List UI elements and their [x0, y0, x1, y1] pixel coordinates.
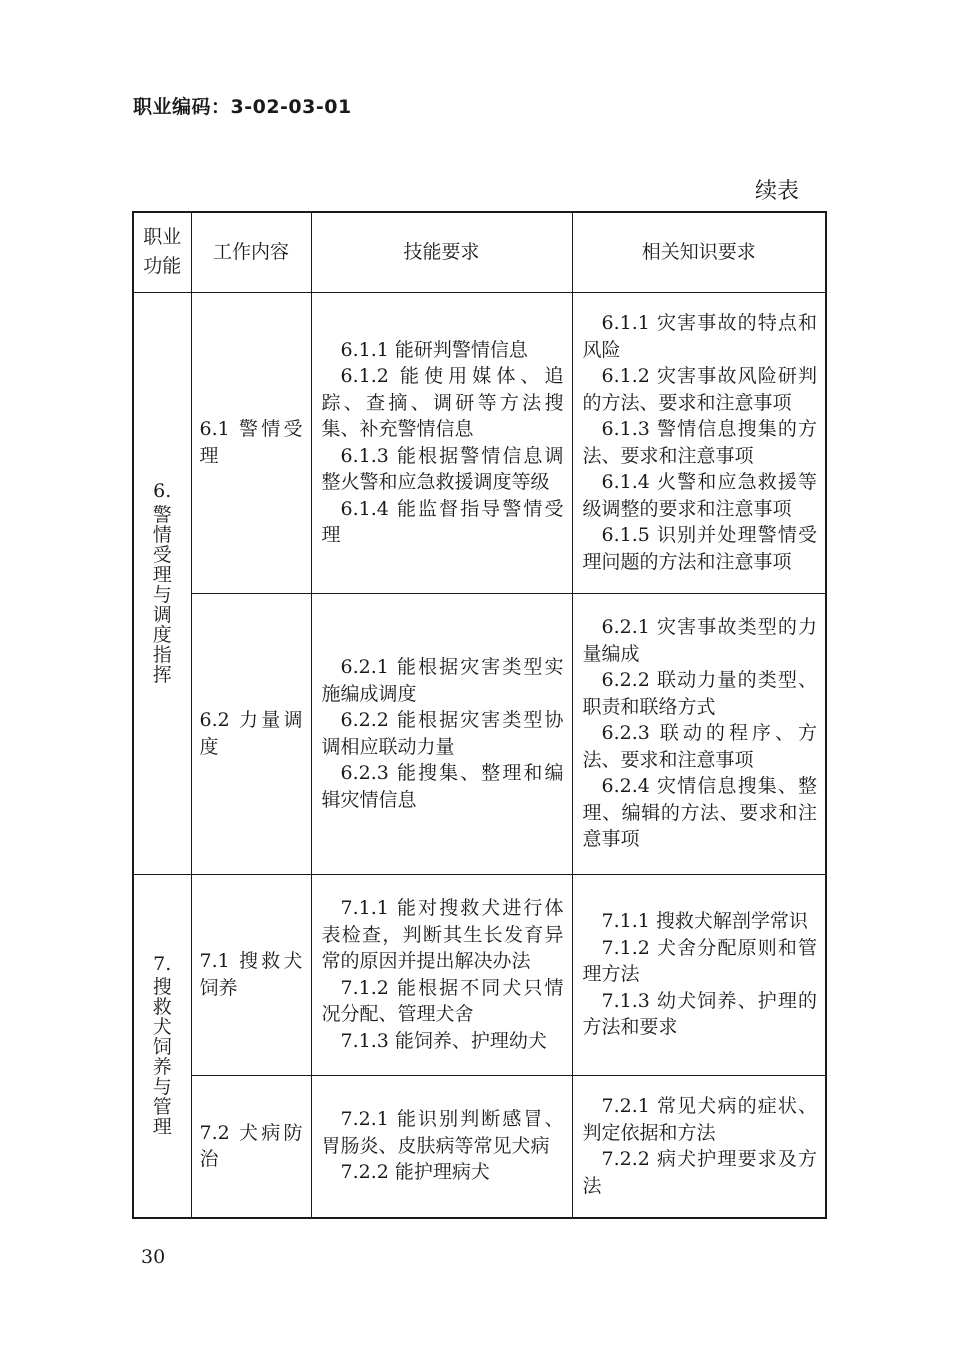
- skills-cell: 7.2.1 能识别判断感冒、胃肠炎、皮肤病等常见犬病 7.2.2 能护理病犬: [311, 1075, 572, 1218]
- skills-table: [132, 211, 827, 1219]
- continued-label: 续表: [755, 179, 800, 204]
- table-row: [133, 1075, 826, 1218]
- content-cell: 7.2 犬病防治: [191, 1075, 311, 1218]
- table-row: [133, 874, 826, 1075]
- knowledge-cell: 7.1.1 搜救犬解剖学常识 7.1.2 犬舍分配原则和管理方法 7.1.3 幼犬饲养、护理的方法和要求: [572, 874, 826, 1075]
- header-knowledge: 相关知识要求: [572, 212, 826, 292]
- skills-cell: 6.2.1 能根据灾害类型实施编成调度 6.2.2 能根据灾害类型协调相应联动力量 6.2.3 能搜集、整理和编辑灾情信息: [311, 593, 572, 874]
- knowledge-cell: 7.2.1 常见犬病的症状、判定依据和方法 7.2.2 病犬护理要求及方法: [572, 1075, 826, 1218]
- content-cell: 7.1 搜救犬饲养: [191, 874, 311, 1075]
- content-cell: 6.2 力量调度: [191, 593, 311, 874]
- header-content: 工作内容: [191, 212, 311, 292]
- skills-cell: 7.1.1 能对搜救犬进行体表检查，判断其生长发育异常的原因并提出解决办法 7.1.2 能根据不同犬只情况分配、管理犬舍 7.1.3 能饲养、护理幼犬: [311, 874, 572, 1075]
- header-skills: 技能要求: [311, 212, 572, 292]
- occupation-code: 职业编码：3-02-03-01: [133, 96, 352, 118]
- knowledge-cell: 6.2.1 灾害事故类型的力量编成 6.2.2 联动力量的类型、职责和联络方式 6.2.3 联动的程序、方法、要求和注意事项 6.2.4 灾情信息搜集、整理、编辑的方法、要求和注意事项: [572, 593, 826, 874]
- skills-cell: 6.1.1 能研判警情信息 6.1.2 能使用媒体、追踪、查摘、调研等方法搜集、补充警情信息 6.1.3 能根据警情信息调整火警和应急救援调度等级 6.1.4 能监督指导警情受理: [311, 292, 572, 593]
- header-function: 职业 功能: [133, 212, 191, 292]
- page-number: 30: [141, 1246, 166, 1268]
- table-header-row: [133, 212, 826, 292]
- knowledge-cell: 6.1.1 灾害事故的特点和风险 6.1.2 灾害事故风险研判的方法、要求和注意事项 6.1.3 警情信息搜集的方法、要求和注意事项 6.1.4 火警和应急救援等级调整的要求和注意事项 6.1.5 识别并处理警情受理问题的方法和注意事项: [572, 292, 826, 593]
- table-row: [133, 292, 826, 593]
- table-row: [133, 593, 826, 874]
- function-cell: 7. 搜救犬饲养与管理: [133, 874, 191, 1218]
- function-cell: 6. 警情受理与调度指挥: [133, 292, 191, 874]
- content-cell: 6.1 警情受理: [191, 292, 311, 593]
